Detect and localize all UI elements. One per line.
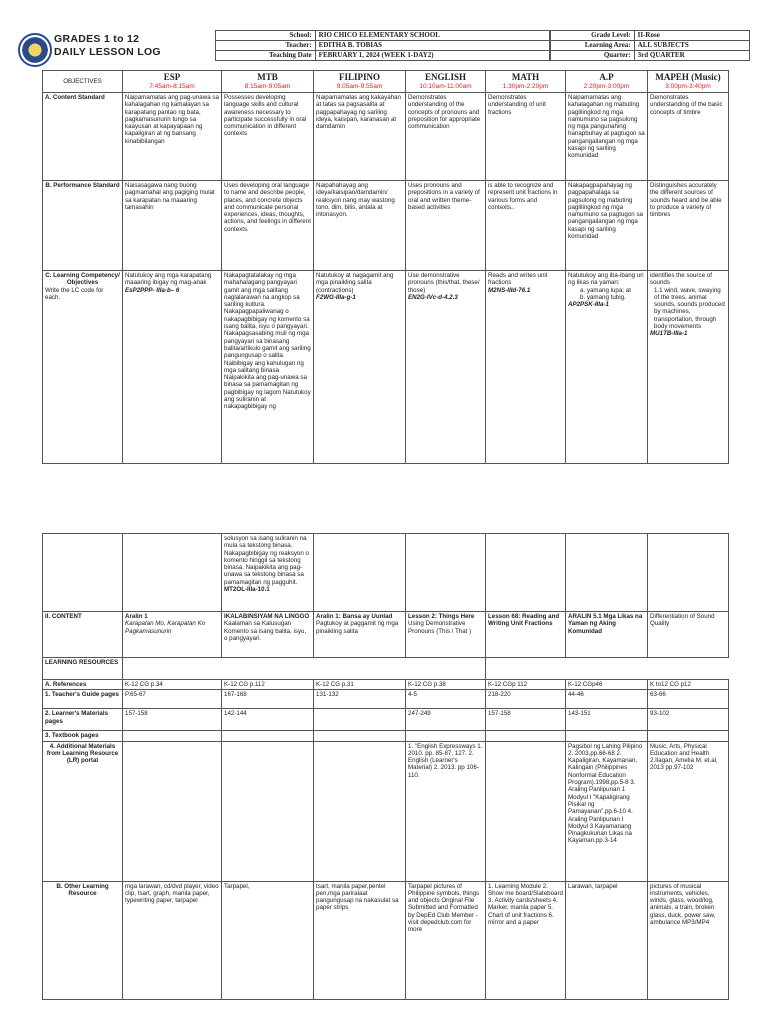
table-cell: 1. Learning Module 2. Show me board/Slateboard 3. Activity cards/sheets 4. Marker, manila paper 5. Chart of unit fractions 6. mirror and a paper xyxy=(486,881,566,999)
row-label: II. CONTENT xyxy=(43,612,123,658)
table-cell: Tarpapel, xyxy=(222,881,314,999)
references-row xyxy=(43,680,729,690)
table-cell: Demonstrates understanding of the concepts of pronouns and preposition for appropriate communication xyxy=(406,93,486,181)
row-label: LEARNING RESOURCES xyxy=(43,658,123,680)
objectives-table xyxy=(42,70,729,464)
table-cell: Demonstrates understanding of the basic concepts of timbre xyxy=(648,93,729,181)
table-cell: K-12 CG p.112 xyxy=(222,680,314,690)
table-cell: Aralin 1: Bansa ay Uunlad Pagtukoy at paggamit ng mga pinaikling salita xyxy=(314,612,406,658)
school-info-table xyxy=(215,30,550,61)
date-value: FEBRUARY 1, 2024 (WEEK 1-DAY2) xyxy=(315,51,549,61)
table-cell: pictures of musical instruments, vehicles, winds, glass, wood/log, animals, a train, broken glass, duck, power saw, ambulance MP3/MP4 xyxy=(648,881,729,999)
textbook-row xyxy=(43,731,729,741)
content-row xyxy=(43,612,729,658)
subject-header-filipino: FILIPINO 9:05am-9:55am xyxy=(314,71,406,93)
table-cell: Natutukoy ang mga karapatang maaaring ibigay ng mag-anak EsP2PPP- IIIa-b– 6 xyxy=(123,271,222,464)
row-label: B. Other Learning Resource xyxy=(43,881,123,999)
table-cell xyxy=(486,741,566,881)
table-cell: K-12 CG p.31 xyxy=(314,680,406,690)
table-cell: Demonstrates understanding of unit fractions xyxy=(486,93,566,181)
table-cell: 131-132 xyxy=(314,690,406,709)
table-cell: Naipamamalas ang kakayahan at tatas sa pagsasalita at pagpapahayag ng sariling ideya, kaisipan, karanasan at damdamin xyxy=(314,93,406,181)
subject-header-ap: A.P 2:20pm-3:00pm xyxy=(566,71,648,93)
table-cell: 1. "English Expressways 1. 2010. pp. 85-87, 127. 2. English (Learner's Material) 2. 2013. pp 106-110. xyxy=(406,741,486,881)
document-title: GRADES 1 to 12 DAILY LESSON LOG xyxy=(54,33,161,58)
school-value: RIO CHICO ELEMENTARY SCHOOL xyxy=(315,31,549,41)
school-label: School: xyxy=(216,31,316,41)
table-cell: K-12 CG p.38 xyxy=(406,680,486,690)
teacher-value: EDITHA B. TOBIAS xyxy=(315,41,549,51)
table-cell: Lesson 2: Things Here Using Demonstrative Pronouns (This / That ) xyxy=(406,612,486,658)
content-standard-row xyxy=(43,93,729,181)
table-cell: tsart, manila paper,pentel pen,mga pariralaat pangungusap na nakasulat sa paper strips xyxy=(314,881,406,999)
date-label: Teaching Date xyxy=(216,51,316,61)
area-label: Learning Area: xyxy=(551,41,635,51)
quarter-value: 3rd QUARTER xyxy=(634,51,749,61)
table-cell: 93-102 xyxy=(648,709,729,731)
table-cell xyxy=(314,709,406,731)
table-cell: 4-5 xyxy=(406,690,486,709)
other-resources-row xyxy=(43,881,729,999)
learners-materials-row xyxy=(43,709,729,731)
table-cell: 143-151 xyxy=(566,709,648,731)
table-cell: K to12 CG p12 xyxy=(648,680,729,690)
table-cell xyxy=(123,741,222,881)
table-cell: Nakapagtatalakay ng mga mahahalagang pangyayari gamit ang mga salitang naglalarawan na angkop sa sariling kultura. Nakapagpapaliwanag o nakapagbibigay ng komento sa isang balita, isyu o pangyayari. Nakapagsasabing muli ng mga pangyayari sa binasang balita/artikulo gamit ang sariling pangungusap o salita. Naibibigay ang kahulugan ng mga salitang binasa Naipakikita ang pag-unawa sa binasa sa pamamagitan ng pagbibigay ng lagom Natutukoy ang suliranin at nakapagbibigay ng xyxy=(222,271,314,464)
table-cell: Larawan, tarpapel xyxy=(566,881,648,999)
subject-header-mapeh: MAPEH (Music) 3:00pm-3:40pm xyxy=(648,71,729,93)
row-label: B. Performance Standard xyxy=(43,181,123,271)
table-cell: K-12 CG p.34 xyxy=(123,680,222,690)
competency-continuation-row xyxy=(43,534,729,612)
table-cell: Natutukoy ang iba-ibang uri ng likas na yaman: a. yamang lupa; at b. yamang tubig. AP2PSK-IIIa-1 xyxy=(566,271,648,464)
table-cell: 44-46 xyxy=(566,690,648,709)
row-label: 2. Learner's Materials pages xyxy=(43,709,123,731)
subject-header-esp: ESP 7:45am-8:15am xyxy=(123,71,222,93)
subject-header-math: MATH 1:30pm-2:20pm xyxy=(486,71,566,93)
content-resources-table xyxy=(42,533,729,1000)
table-cell: Music, Arts, Physical Education and Health 2.Ilagan, Amelia M. et.al, 2013 pp.97-102 xyxy=(648,741,729,881)
row-label: A. References xyxy=(43,680,123,690)
table-cell: Uses developing oral language to name and describe people, places, and concrete objects and communicate personal experiences, ideas, thoughts, actions, and feelings in different contexts. xyxy=(222,181,314,271)
teacher-label: Teacher: xyxy=(216,41,316,51)
table-cell: solusyon sa isang suliranin na mula sa tekstong binasa. Nakapagbibigay ng reaksyon o komento hinggil sa tekstong binasa. Naipakikita ang pag-unawa sa tekstong binasa sa pamamagitan ng pagguhit. MT2OL-IIIa-10.1 xyxy=(222,534,314,612)
table-cell: Distinguishes accurately the different sources of sounds heard and be able to produce a variety of timbres xyxy=(648,181,729,271)
deped-seal-icon xyxy=(18,33,52,67)
table-cell: 142-144 xyxy=(222,709,314,731)
table-cell: Naisasagawa nang buong pagmamahal ang pagiging mulat sa karapatan na maaaring tamasahin xyxy=(123,181,222,271)
table-cell: 157-158 xyxy=(486,709,566,731)
table-cell: Differentiation of Sound Quality xyxy=(648,612,729,658)
area-value: ALL SUBJECTS xyxy=(634,41,749,51)
row-label: 1. Teacher's Guide pages xyxy=(43,690,123,709)
table-cell: 247-249 xyxy=(406,709,486,731)
table-cell: is able to recognize and represent unit fractions in various forms and contexts.. xyxy=(486,181,566,271)
subject-header-mtb: MTB 8:15am-9:05am xyxy=(222,71,314,93)
grade-label: Grade Level: xyxy=(551,31,635,41)
table-cell: Nakapagpapahayag ng pagpapahalaga sa pagsulong ng mabuting paglilingkod ng mga namumuno sa pagtugon sa pangangailangan ng mga kasapi ng sariling komunidad xyxy=(566,181,648,271)
table-cell: Tarpapel pictures of Philippine symbols, things and objects Original File Submitted and Formatted by DepEd Club Member - visit depedclub.com for more xyxy=(406,881,486,999)
grade-value: II-Rose xyxy=(634,31,749,41)
table-cell: Lesson 68: Reading and Writing Unit Fractions xyxy=(486,612,566,658)
table-cell xyxy=(222,741,314,881)
table-cell: Naipahahayag ang ideya/kaisipan/damdamin/ reaksyon nang may wastong tono, diin, bilis, antala at intonasyon. xyxy=(314,181,406,271)
table-cell: mga larawan, cd/dvd player, video clip, tsart, graph, manila paper, typewriting paper, tarpapel xyxy=(123,881,222,999)
subject-header-english: ENGLISH 10:10am-11:00am xyxy=(406,71,486,93)
table-cell: 167-168 xyxy=(222,690,314,709)
table-cell: 157-158 xyxy=(123,709,222,731)
table-cell: 218-220 xyxy=(486,690,566,709)
additional-materials-row xyxy=(43,741,729,881)
row-label: 4. Additional Materials from Learning Resource (LR) portal xyxy=(43,741,123,881)
table-cell: Naipamamalas ang pag-unawa sa kahalagahan ng kamalayan sa karapatang pantao ng bata, pagkamasunurin tungo sa kaayusan at kapayapaan ng kapaligiran at ng bansang kinabibilangan xyxy=(123,93,222,181)
table-cell: K-12 CGp 112 xyxy=(486,680,566,690)
table-cell: P.65-67 xyxy=(123,690,222,709)
row-label: A. Content Standard xyxy=(43,93,123,181)
class-info-table xyxy=(550,30,750,61)
table-cell: Use demonstrative pronouns (this/that, these/ those) EN2G-IVc-d-4.2.3 xyxy=(406,271,486,464)
table-cell: Pagsibol ng Lahing Pilipino 2. 2003,pp.66-68 2. Kapaligiran, Kayamanan, Kalingain (Philippines Nonformal Education Program).1998,pp.5-8 3. Araling Panlipunan 1 Modyul I "Kapaligirang Pisikal ng Pamayanan".pp.6-10 4. Araling Panlipunan I Modyul 3 Kayamanang Pinagkukunan Likas na Kayaman.pp.3-14 xyxy=(566,741,648,881)
competency-row xyxy=(43,271,729,464)
row-label: 3. Textbook pages xyxy=(43,731,123,741)
table-cell: Aralin 1 Karapatan Mo, Karapatan Ko Pagkamasunurin xyxy=(123,612,222,658)
quarter-label: Quarter: xyxy=(551,51,635,61)
table-cell: K-12 CGp46 xyxy=(566,680,648,690)
objectives-header: OBJECTIVES xyxy=(43,71,123,93)
learning-resources-row xyxy=(43,658,729,680)
table-cell: Natutukoy at nagagamit ang mga pinaikling salita (contractions) F2WG-IIIa-g-1 xyxy=(314,271,406,464)
table-cell: Uses pronouns and prepositions in a variety of oral and written theme-based activities xyxy=(406,181,486,271)
table-cell: 63-66 xyxy=(648,690,729,709)
row-label: C. Learning Competency/ Objectives Write the LC code for each. xyxy=(43,271,123,464)
table-cell: ARALIN 5.1 Mga Likas na Yaman ng Aking Komunidad xyxy=(566,612,648,658)
teachers-guide-row xyxy=(43,690,729,709)
performance-standard-row xyxy=(43,181,729,271)
table-cell: Possesses developing language skills and cultural awareness necessary to participate successfully in oral communication in different contexts xyxy=(222,93,314,181)
table-cell: identifies the source of sounds 1.1 wind, wave, swaying of the trees, animal sounds, sounds produced by machines, transportation, through body movements MU1TB-IIIa-1 xyxy=(648,271,729,464)
table-cell: Reads and writes unit fractions M2NS-IIId-76.1 xyxy=(486,271,566,464)
table-cell: IKALABINSIYAM NA LINGGO Kaalaman sa Kalusugan Komento sa isang balita, isyu, o pangyayari. xyxy=(222,612,314,658)
table-cell: Naipamamalas ang kahalagahan ng mabuting paglilingkod ng mga namumuno sa pagsulong ng mga pangunahing hanapbuhay at pagtugon sa pangangailangan ng mga kasapi ng sariling komunidad xyxy=(566,93,648,181)
table-cell xyxy=(314,741,406,881)
